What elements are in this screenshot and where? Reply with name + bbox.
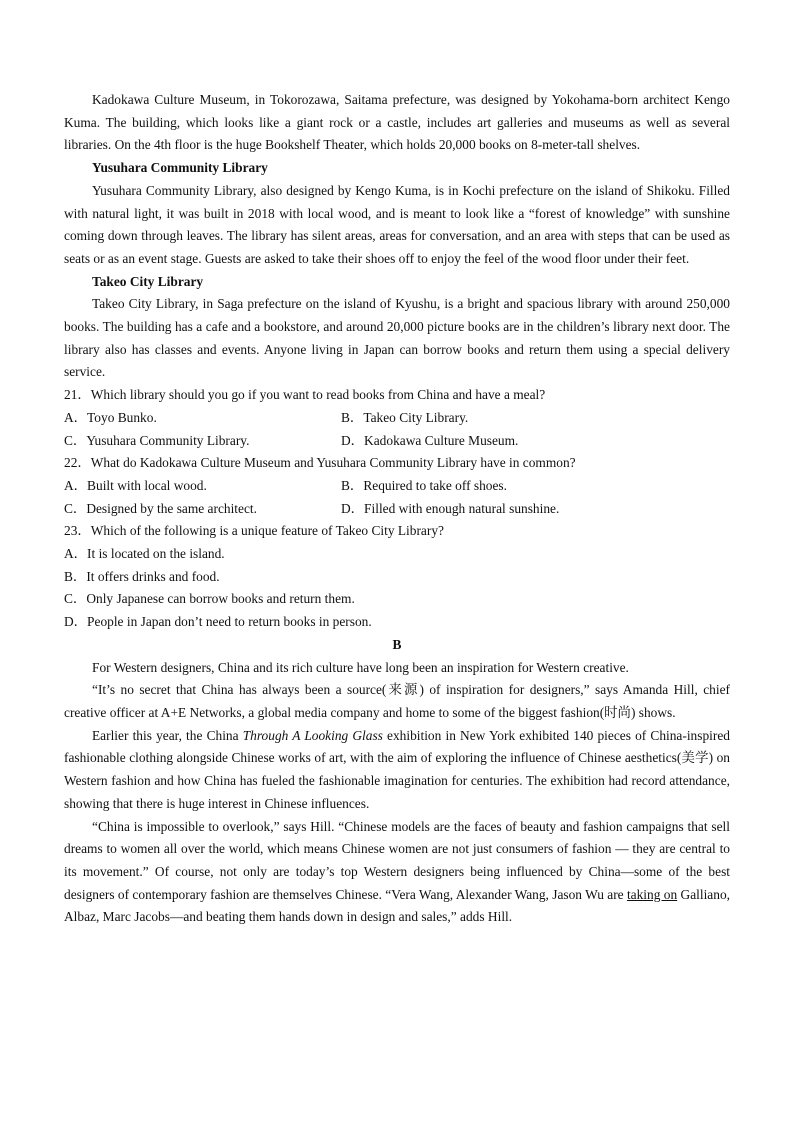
p4-text-after: Galliano, Albaz, Marc Jacobs—and beating them hands down in design and sales,” adds Hill. xyxy=(64,886,730,925)
question-21-option-a: A．Toyo Bunko. xyxy=(64,409,157,425)
question-22-option-c: C．Designed by the same architect. xyxy=(64,500,257,516)
question-23-option-c: C．Only Japanese can borrow books and return them. xyxy=(64,591,355,607)
kadokawa-paragraph: Kadokawa Culture Museum, in Tokorozawa, Saitama prefecture, was designed by Yokohama-born architect Kengo Kuma. The building, which looks like a giant rock or a castle, includes art galleries and museums as well as several libraries. On the 4th floor is the huge Bookshelf Theater, which holds 20,000 books on 8-meter-tall shelves. xyxy=(64,92,730,153)
p3-text-after: exhibition in New York exhibited 140 pieces of China-inspired fashionable clothing alongside Chinese works of art, with the aim of exploring the influence of Chinese aesthetics(美学) on Western fashion and how China has fueled the fashionable imagination for centuries. The exhibition had record attendance, showing that there is huge interest in Chinese influences. xyxy=(64,727,730,811)
question-21-options-row-2 xyxy=(64,430,730,453)
section-b-label: B xyxy=(392,636,402,652)
question-22-options-row-1 xyxy=(64,475,730,498)
question-21-stem: 21．Which library should you go if you want to read books from China and have a meal? xyxy=(64,387,546,403)
passage-b-paragraph-4 xyxy=(64,816,730,930)
question-22-option-b: B．Required to take off shoes. xyxy=(341,477,507,493)
question-23-option-d: D．People in Japan don’t need to return books in person. xyxy=(64,614,372,630)
question-21-option-d: D．Kadokawa Culture Museum. xyxy=(341,432,519,448)
question-23-stem: 23．Which of the following is a unique feature of Takeo City Library? xyxy=(64,523,444,539)
p4-text-before: “China is impossible to overlook,” says Hill. “Chinese models are the faces of beauty and fashion campaigns that sell dreams to women all over the world, which means Chinese women are not just consumers of fashion — they are central to its movement.” Of course, not only are today’s top Western designers being influenced by China—some of the best designers of contemporary fashion are themselves Chinese. “Vera Wang, Alexander Wang, Jason Wu are xyxy=(64,818,730,902)
question-22-options-row-2 xyxy=(64,498,730,521)
question-23-option-a: A．It is located on the island. xyxy=(64,546,225,562)
yusuhara-paragraph: Yusuhara Community Library, also designed by Kengo Kuma, is in Kochi prefecture on the island of Shikoku. Filled with natural light, it was built in 2018 with local wood, and is meant to look like a “forest of knowledge” with sunshine coming down through leaves. The library has silent areas, areas for conversation, and an area with steps that can be used as seats or as an event stage. Guests are asked to take their shoes off to enjoy the feel of the wood floor under their feet. xyxy=(64,182,730,266)
question-21-option-c: C．Yusuhara Community Library. xyxy=(64,432,250,448)
question-23-option-b: B．It offers drinks and food. xyxy=(64,568,220,584)
takeo-paragraph: Takeo City Library, in Saga prefecture on the island of Kyushu, is a bright and spacious library with around 250,000 books. The building has a cafe and a bookstore, and around 20,000 picture books are in the children’s library next door. The library also has classes and events. Anyone living in Japan can borrow books and return them using a special delivery service. xyxy=(64,296,730,380)
question-22-stem: 22．What do Kadokawa Culture Museum and Yusuhara Community Library have in common? xyxy=(64,455,576,471)
p3-text-before: Earlier this year, the China xyxy=(92,727,243,743)
passage-b-paragraph-1: For Western designers, China and its rich culture have long been an inspiration for Western creative. xyxy=(92,659,629,675)
passage-b-paragraph-3 xyxy=(64,725,730,816)
exhibition-title: Through A Looking Glass xyxy=(242,727,383,743)
question-22-option-d: D．Filled with enough natural sunshine. xyxy=(341,500,560,516)
question-22-option-a: A．Built with local wood. xyxy=(64,477,207,493)
takeo-heading: Takeo City Library xyxy=(92,273,204,289)
underlined-phrase: taking on xyxy=(626,886,678,902)
question-21-options-row-1 xyxy=(64,407,730,430)
yusuhara-heading: Yusuhara Community Library xyxy=(92,160,268,176)
question-21-option-b: B．Takeo City Library. xyxy=(341,409,469,425)
document-page xyxy=(64,89,730,929)
passage-b-paragraph-2: “It’s no secret that China has always been a source(来源) of inspiration for designers,” says Amanda Hill, chief creative officer at A+E Networks, a global media company and home to some of the biggest fashion(时尚) shows. xyxy=(64,682,731,720)
